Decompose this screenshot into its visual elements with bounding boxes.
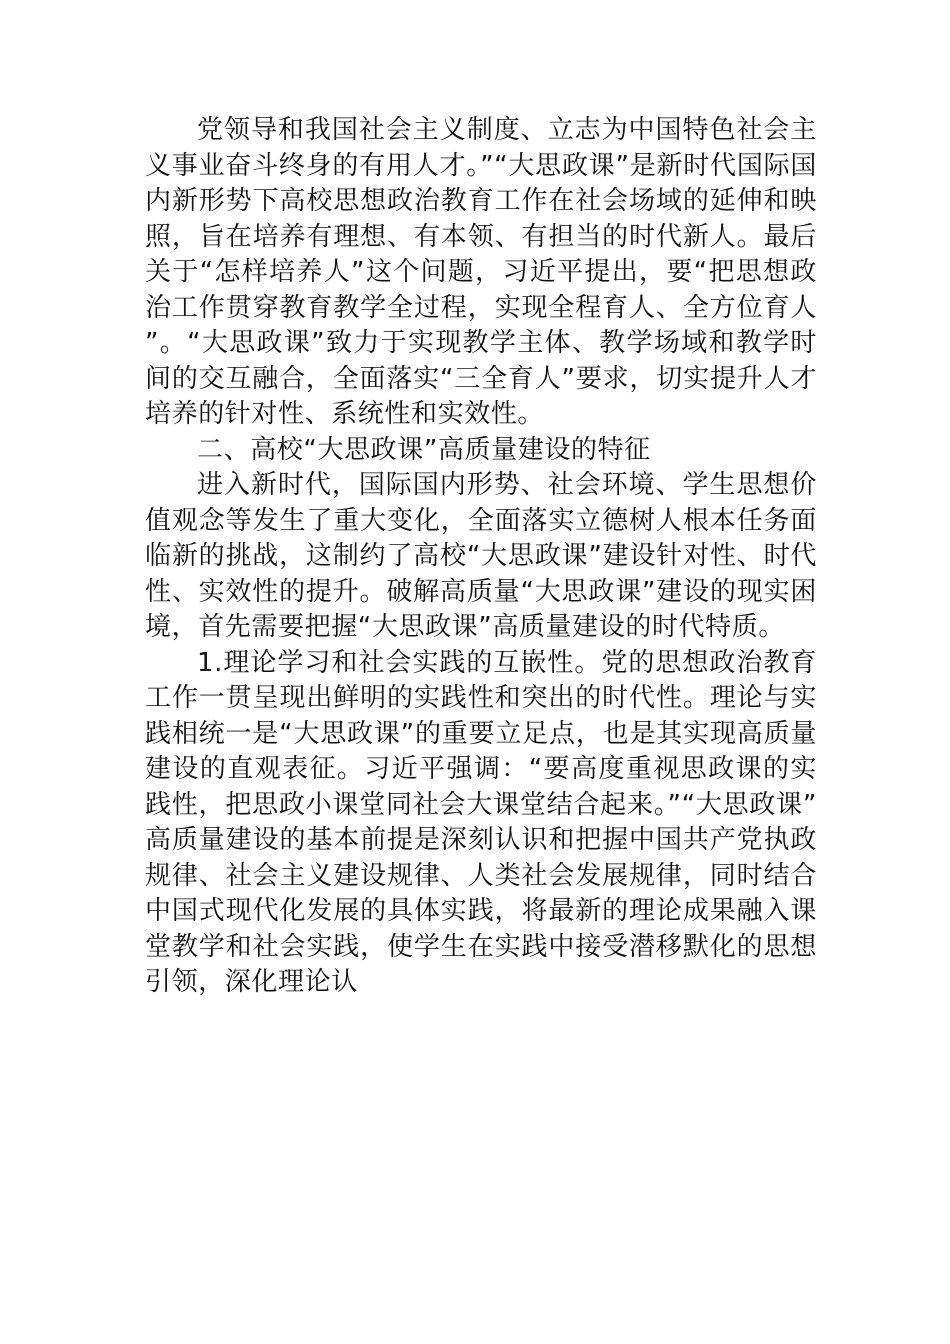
- section-heading: 二、高校“大思政课”高质量建设的特征: [197, 434, 651, 465]
- paragraph-continuation: 党领导和我国社会主义制度、立志为中国特色社会主义事业奋斗终身的有用人才。”“大思政课”是新时代国际国内新形势下高校思想政治教育工作在社会场域的延伸和映照，旨在培养有理想、有本领、有担当的时代新人。最后关于“怎样培养人”这个问题，习近平提出，要“把思想政治工作贯穿教育教学全过程，实现全程育人、全方位育人”。“大思政课”致力于实现教学主体、教学场域和教学时间的交互融合，全面落实“三全育人”要求，切实提升人才培养的针对性、系统性和实效性。: [145, 115, 817, 429]
- paragraph-intro: 进入新时代，国际国内形势、社会环境、学生思想价值观念等发生了重大变化，全面落实立德树人根本任务面临新的挑战，这制约了高校“大思政课”建设针对性、时代性、实效性的提升。破解高质量“大思政课”建设的现实困境，首先需要把握“大思政课”高质量建设的时代特质。: [145, 470, 817, 642]
- document-body: [145, 113, 817, 1001]
- paragraph-point-1: 1.理论学习和社会实践的互嵌性。党的思想政治教育工作一贯呈现出鲜明的实践性和突出的时代性。理论与实践相统一是“大思政课”的重要立足点，也是其实现高质量建设的直观表征。习近平强调：“要高度重视思政课的实践性，把思政小课堂同社会大课堂结合起来。”“大思政课”高质量建设的基本前提是深刻认识和把握中国共产党执政规律、社会主义建设规律、人类社会发展规律，同时结合中国式现代化发展的具体实践，将最新的理论成果融入课堂教学和社会实践，使学生在实践中接受潜移默化的思想引领，深化理论认: [145, 647, 817, 997]
